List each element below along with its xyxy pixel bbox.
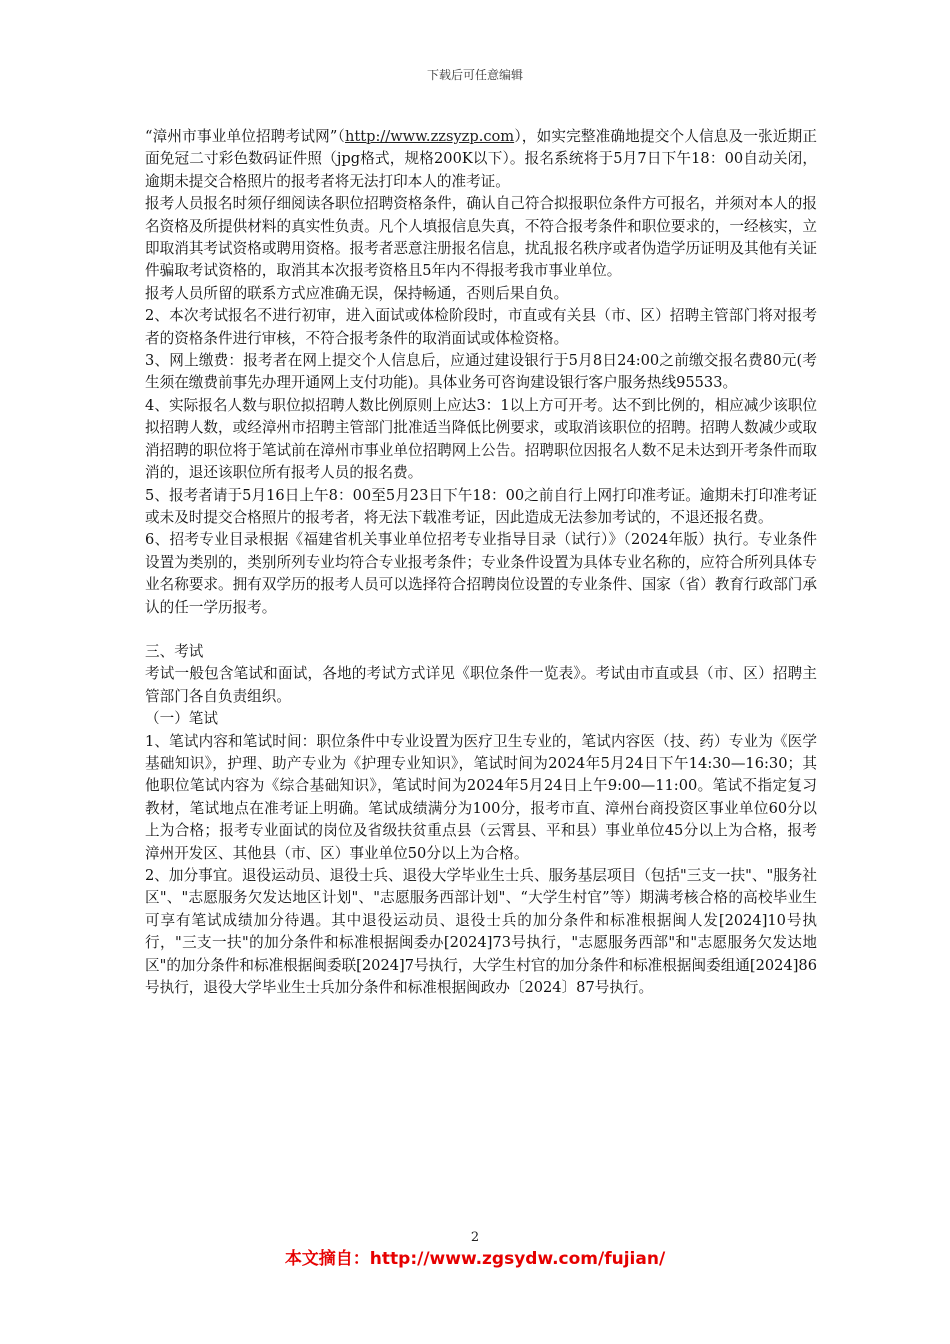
paragraph-registration-submit: “漳州市事业单位招聘考试网”（http://www.zzsyzp.com），如实完整准确地提交个人信息及一张近期正面免冠二寸彩色数码证件照（jpg格式，规格200K以下）。报名系统将于5月7日下午18：00自动关闭，逾期未提交合格照片的报考者将无法打印本人的准考证。 xyxy=(145,128,818,190)
paragraph: 考试一般包含笔试和面试，各地的考试方式详见《职位条件一览表》。考试由市直或县（市、区）招聘主管部门各自负责组织。 xyxy=(145,665,817,705)
document-body xyxy=(145,126,817,999)
section-heading: 三、考试 xyxy=(145,642,204,660)
paragraph: 3、网上缴费：报考者在网上提交个人信息后，应通过建设银行于5月8日24:00之前缴交报名费80元(考生须在缴费前事先办理开通网上支付功能)。具体业务可咨询建设银行客户服务热线95533。 xyxy=(145,352,817,392)
exam-site-link[interactable]: http://www.zzsyzp.com xyxy=(344,128,515,145)
paragraph: 2、本次考试报名不进行初审，进入面试或体检阶段时，市直或有关县（市、区）招聘主管部门将对报考者的资格条件进行审核，不符合报考条件的取消面试或体检资格。 xyxy=(145,307,817,347)
subsection-heading: （一）笔试 xyxy=(145,710,218,728)
paragraph: 1、笔试内容和笔试时间：职位条件中专业设置为医疗卫生专业的，笔试内容医（技、药）专业为《医学基础知识》，护理、助产专业为《护理专业知识》，笔试时间为2024年5月24日下午14:30—16:30；其他职位笔试内容为《综合基础知识》，笔试时间为2024年5月24日上午9:00—11:00。笔试不指定复习教材，笔试地点在准考证上明确。笔试成绩满分为100分，报考市直、漳州台商投资区事业单位60分以上为合格；报考专业面试的岗位及省级扶贫重点县（云霄县、平和县）事业单位45分以上为合格，报考漳州开发区、其他县（市、区）事业单位50分以上为合格。 xyxy=(145,732,817,862)
paragraph: 6、招考专业目录根据《福建省机关事业单位招考专业指导目录（试行）》（2024年版）执行。专业条件设置为类别的，类别所列专业均符合专业报考条件；专业条件设置为具体专业名称的，应符合所列具体专业名称要求。拥有双学历的报考人员可以选择符合招聘岗位设置的专业条件、国家（省）教育行政部门承认的任一学历报考。 xyxy=(145,531,817,616)
source-footer-link[interactable]: 本文摘自：http://www.zgsydw.com/fujian/ xyxy=(284,1249,666,1269)
page-number: 2 xyxy=(470,1230,480,1245)
paragraph: 2、加分事宜。退役运动员、退役士兵、退役大学毕业生士兵、服务基层项目（包括"三支一扶"、"服务社区"、"志愿服务欠发达地区计划"、"志愿服务西部计划"、“大学生村官”等）期满考核合格的高校毕业生可享有笔试成绩加分待遇。其中退役运动员、退役士兵的加分条件和标准根据闽人发[2024]10号执行，"三支一扶"的加分条件和标准根据闽委办[2024]73号执行，"志愿服务西部"和"志愿服务欠发达地区"的加分条件和标准根据闽委联[2024]7号执行，大学生村官的加分条件和标准根据闽委组通[2024]86号执行，退役大学毕业生士兵加分条件和标准根据闽政办〔2024〕87号执行。 xyxy=(145,867,818,997)
page-header: 下载后可任意编辑 xyxy=(426,68,523,82)
spacer xyxy=(145,619,817,641)
paragraph: 报考人员所留的联系方式应准确无误，保持畅通，否则后果自负。 xyxy=(145,284,569,302)
paragraph: 5、报考者请于5月16日上午8：00至5月23日下午18：00之前自行上网打印准考证。逾期未打印准考证或未及时提交合格照片的报考者，将无法下载准考证，因此造成无法参加考试的，不退还报名费。 xyxy=(145,486,817,526)
paragraph: 报考人员报名时须仔细阅读各职位招聘资格条件，确认自己符合拟报职位条件方可报名，并须对本人的报名资格及所提供材料的真实性负责。凡个人填报信息失真，不符合报考条件和职位要求的，一经核实，立即取消其考试资格或聘用资格。报考者恶意注册报名信息，扰乱报名秩序或者伪造学历证明及其他有关证件骗取考试资格的，取消其本次报考资格且5年内不得报考我市事业单位。 xyxy=(145,195,817,280)
paragraph: 4、实际报名人数与职位拟招聘人数比例原则上应达3：1以上方可开考。达不到比例的，相应减少该职位拟招聘人数，或经漳州市招聘主管部门批准适当降低比例要求，或取消该职位的招聘。招聘人数减少或取消招聘的职位将于笔试前在漳州市事业单位招聘网上公告。招聘职位因报名人数不足未达到开考条件而取消的，退还该职位所有报考人员的报名费。 xyxy=(145,396,817,482)
